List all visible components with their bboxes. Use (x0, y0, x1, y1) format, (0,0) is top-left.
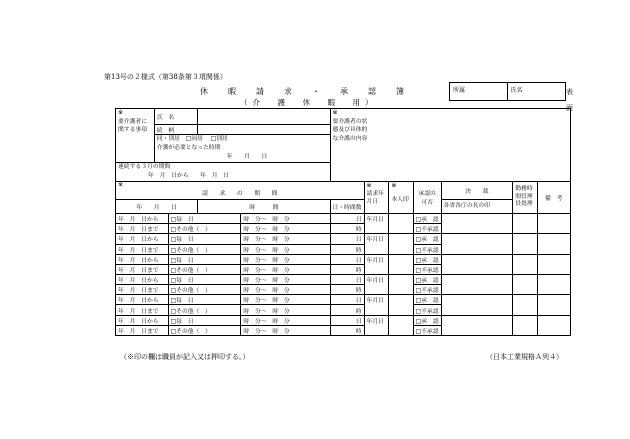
day-count[interactable]: 日 (330, 254, 364, 264)
daily-checkbox[interactable]: □毎 日 (168, 214, 241, 224)
separate-checkbox[interactable]: □別居 (210, 136, 228, 143)
caregiver-section (116, 109, 155, 163)
time-range[interactable]: 時 分～ 時 分 (241, 254, 330, 264)
side-mark: 面 (566, 104, 573, 113)
self-seal-header (389, 181, 413, 214)
mark: ※ (391, 182, 397, 189)
time-range[interactable]: 時 分～ 時 分 (241, 285, 330, 295)
dept-head-seal[interactable] (441, 275, 513, 295)
remarks-cell[interactable] (537, 254, 571, 274)
hour-count[interactable]: 時 (330, 285, 364, 295)
remarks-cell[interactable] (537, 295, 571, 315)
start-date[interactable]: 年 月 日から (116, 275, 169, 285)
dept-head-seal[interactable] (441, 315, 513, 335)
affiliation-label: 所属 (453, 87, 466, 94)
approve-checkbox[interactable]: □承 認 (413, 254, 441, 264)
request-date[interactable]: 年月日 (364, 275, 389, 295)
self-seal[interactable] (389, 315, 413, 335)
form-title: 休 暇 請 求 ・ 承 認 簿 (200, 87, 410, 96)
other-checkbox[interactable]: □その他（ ） (168, 305, 241, 315)
other-checkbox[interactable]: □その他（ ） (168, 244, 241, 254)
approval-header: 承認の可否 (413, 181, 441, 214)
self-seal[interactable] (389, 254, 413, 274)
affiliation-field[interactable] (450, 83, 508, 101)
side-mark: 表 (566, 88, 573, 96)
hour-count[interactable]: 時 (330, 305, 364, 315)
attendance-cell[interactable] (513, 315, 537, 335)
deny-checkbox[interactable]: □不承認 (413, 224, 441, 234)
request-date[interactable]: 年月日 (364, 315, 389, 335)
approve-checkbox[interactable]: □承 認 (413, 275, 441, 285)
self-seal[interactable] (389, 234, 413, 254)
approve-checkbox[interactable]: □承 認 (413, 315, 441, 325)
time-range[interactable]: 時 分～ 時 分 (241, 224, 330, 234)
relation-label: 続 柄 (154, 125, 198, 135)
start-date[interactable]: 年 月 日から (116, 254, 169, 264)
table-row (116, 214, 571, 224)
other-checkbox[interactable]: □その他（ ） (168, 325, 241, 335)
dept-head-header: 各省各庁の長の印 (441, 199, 513, 213)
employee-name-field[interactable] (507, 83, 566, 101)
request-date[interactable]: 年月日 (364, 254, 389, 274)
time-range[interactable]: 時 分～ 時 分 (241, 315, 330, 325)
other-checkbox[interactable]: □その他（ ） (168, 264, 241, 274)
daily-checkbox[interactable]: □毎 日 (168, 234, 241, 244)
care-state-label: 要介護者の状態及び具体的な介護の内容 (332, 118, 368, 143)
relation-field[interactable] (198, 125, 330, 135)
start-date[interactable]: 年 月 日から (116, 234, 169, 244)
time-range[interactable]: 時 分～ 時 分 (241, 325, 330, 335)
request-date[interactable]: 年月日 (364, 234, 389, 254)
end-date[interactable]: 年 月 日まで (116, 264, 169, 274)
consecutive-period (116, 162, 331, 181)
start-date[interactable]: 年 月 日から (116, 295, 169, 305)
remarks-cell[interactable] (537, 315, 571, 335)
hour-count[interactable]: 時 (330, 224, 364, 234)
self-seal[interactable] (389, 214, 413, 234)
cohabit-care-start (154, 135, 330, 162)
footer-note: （※印の欄は職員が記入又は押印する。） (120, 353, 250, 361)
footer-standard: （日本工業規格Ａ列４） (486, 353, 563, 361)
table-row (116, 254, 571, 264)
table-row (116, 295, 571, 305)
request-date[interactable]: 年月日 (364, 214, 389, 234)
deny-checkbox[interactable]: □不承認 (413, 244, 441, 254)
self-seal[interactable] (389, 295, 413, 315)
self-seal[interactable] (389, 275, 413, 295)
time-range[interactable]: 時 分～ 時 分 (241, 244, 330, 254)
other-checkbox[interactable]: □その他（ ） (168, 224, 241, 234)
approve-checkbox[interactable]: □承 認 (413, 214, 441, 224)
mark: ※ (118, 110, 123, 116)
end-date[interactable]: 年 月 日まで (116, 325, 169, 335)
care-state-section[interactable] (330, 109, 570, 182)
hour-count[interactable]: 時 (330, 244, 364, 254)
remarks-cell[interactable] (537, 234, 571, 254)
request-period-header (116, 181, 365, 199)
time-col-header: 時 間 (198, 199, 330, 213)
days-col-header: 日・時間数 (330, 199, 364, 213)
approve-checkbox[interactable]: □承 認 (413, 295, 441, 305)
table-row (116, 234, 571, 244)
form-number: 第13号の２様式（第38条第３項関係） (104, 73, 227, 81)
hour-count[interactable]: 時 (330, 264, 364, 274)
day-count[interactable]: 日 (330, 275, 364, 285)
day-count[interactable]: 日 (330, 234, 364, 244)
form-subtitle: （介 護 休 暇 用） (240, 98, 378, 107)
period-value[interactable]: 年 月 日から 年 月 日 (148, 172, 230, 179)
care-name-label: 氏 名 (154, 109, 198, 125)
dept-head-seal[interactable] (441, 254, 513, 274)
self-seal-label: 本人印 (391, 196, 409, 203)
deny-checkbox[interactable]: □不承認 (413, 305, 441, 315)
request-rows (116, 214, 571, 336)
time-range[interactable]: 時 分～ 時 分 (241, 264, 330, 274)
hour-count[interactable]: 時 (330, 325, 364, 335)
daily-checkbox[interactable]: □毎 日 (168, 254, 241, 264)
mark: ※ (332, 110, 338, 116)
attendance-cell[interactable] (513, 234, 537, 254)
time-range[interactable]: 時 分～ 時 分 (241, 295, 330, 305)
attendance-cell[interactable] (513, 295, 537, 315)
dept-head-seal[interactable] (441, 214, 513, 234)
table-row (116, 275, 571, 285)
time-range[interactable]: 時 分～ 時 分 (241, 214, 330, 224)
attendance-cell[interactable] (513, 275, 537, 295)
time-range[interactable]: 時 分～ 時 分 (241, 275, 330, 285)
table-row (116, 315, 571, 325)
cohabit-label: 同・別居 (156, 136, 180, 143)
start-date[interactable]: 年 月 日から (116, 315, 169, 325)
attendance-cell[interactable] (513, 254, 537, 274)
deny-checkbox[interactable]: □不承認 (413, 264, 441, 274)
deny-checkbox[interactable]: □不承認 (413, 285, 441, 295)
time-range[interactable]: 時 分～ 時 分 (241, 234, 330, 244)
decision-header: 決 裁 (441, 181, 513, 199)
affiliation-box (449, 82, 566, 101)
approve-checkbox[interactable]: □承 認 (413, 234, 441, 244)
attendance-header: 勤務時間管理員処理 (513, 181, 537, 214)
start-date[interactable]: 年 月 日から (116, 214, 169, 224)
day-count[interactable]: 日 (330, 295, 364, 305)
employee-name-label: 氏名 (510, 87, 523, 94)
care-start-label: 介護が必要となった時期 (156, 145, 221, 152)
dept-head-seal[interactable] (441, 295, 513, 315)
deny-checkbox[interactable]: □不承認 (413, 325, 441, 335)
request-period-label: 請 求 の 期 間 (202, 190, 278, 197)
remarks-header: 備 考 (537, 181, 571, 214)
day-count[interactable]: 日 (330, 214, 364, 224)
request-table (115, 108, 571, 336)
request-date-label: 請求年月日 (366, 190, 384, 205)
attendance-cell[interactable] (513, 214, 537, 234)
dept-head-seal[interactable] (441, 234, 513, 254)
date-col-header: 年 月 日 (116, 199, 198, 213)
request-date-header (364, 181, 389, 214)
care-start-date[interactable]: 年 月 日 (226, 153, 268, 160)
remarks-cell[interactable] (537, 275, 571, 295)
caregiver-label: 要介護者に関する事項 (118, 118, 147, 134)
other-checkbox[interactable]: □その他（ ） (168, 285, 241, 295)
end-date[interactable]: 年 月 日まで (116, 224, 169, 234)
daily-checkbox[interactable]: □毎 日 (168, 295, 241, 305)
end-date[interactable]: 年 月 日まで (116, 285, 169, 295)
time-range[interactable]: 時 分～ 時 分 (241, 305, 330, 315)
daily-checkbox[interactable]: □毎 日 (168, 315, 241, 325)
daily-checkbox[interactable]: □毎 日 (168, 275, 241, 285)
day-count[interactable]: 日 (330, 315, 364, 325)
end-date[interactable]: 年 月 日まで (116, 244, 169, 254)
mark: ※ (118, 181, 123, 188)
remarks-cell[interactable] (537, 214, 571, 234)
request-date[interactable]: 年月日 (364, 295, 389, 315)
mark: ※ (366, 182, 372, 189)
care-name-field[interactable] (198, 109, 330, 125)
cohabit-checkbox[interactable]: □同居 (185, 136, 203, 143)
end-date[interactable]: 年 月 日まで (116, 305, 169, 315)
period-label: 連続する３月の期間 (118, 164, 171, 171)
